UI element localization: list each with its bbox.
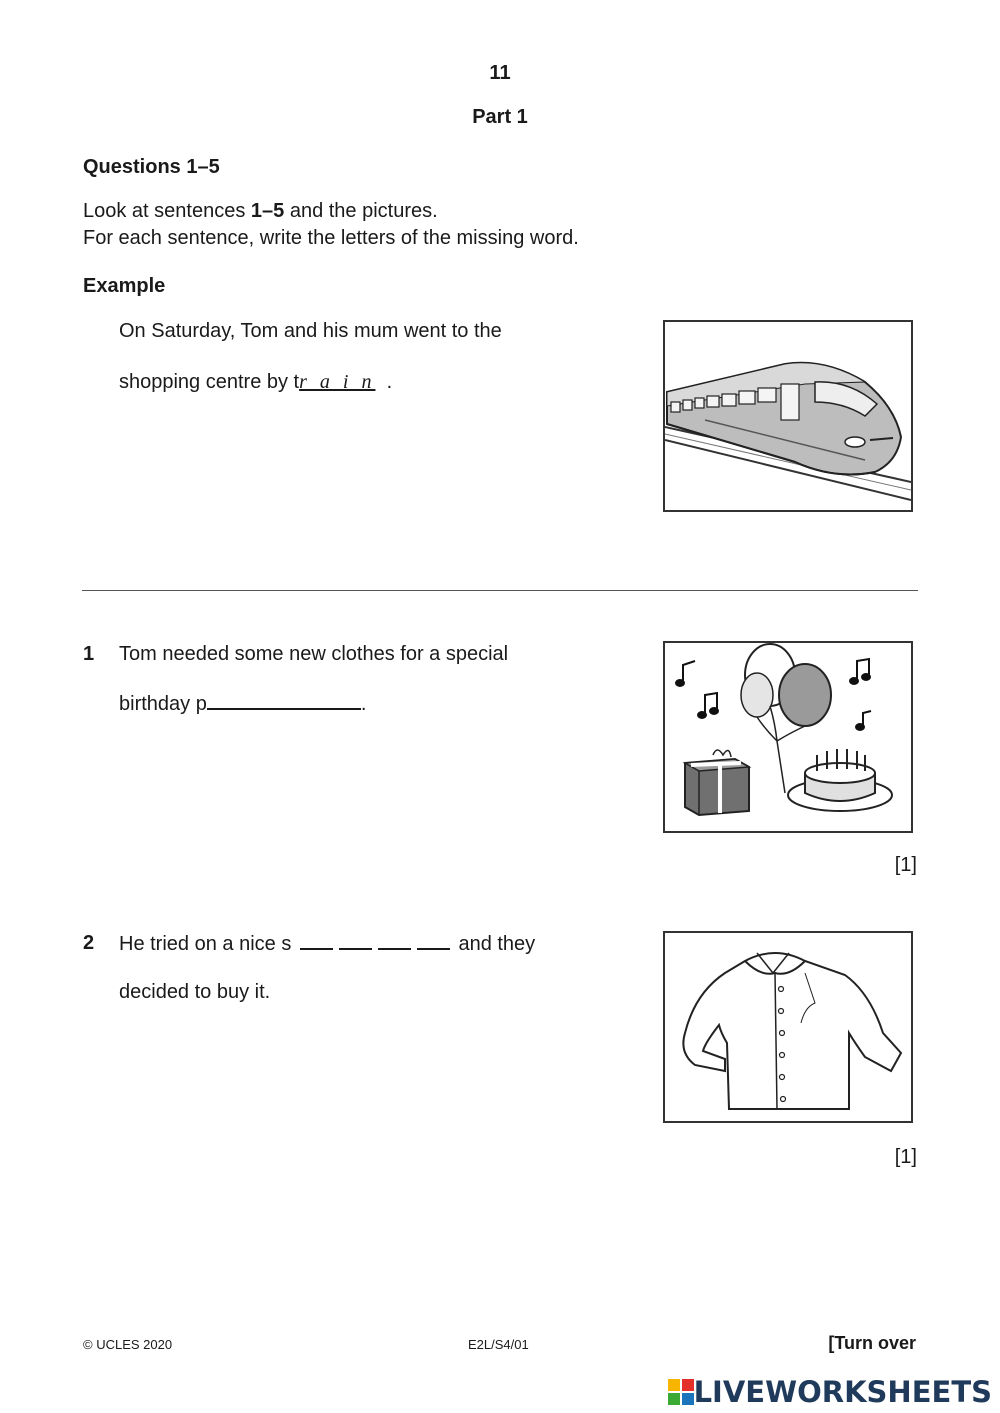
question-2-letter-blank-4[interactable] xyxy=(417,932,450,950)
question-1-mark: [1] xyxy=(894,854,917,876)
example-text: shopping centre by t xyxy=(119,371,300,393)
example-answer: r a i n xyxy=(299,371,376,393)
party-icon xyxy=(665,643,911,831)
party-picture xyxy=(663,641,913,833)
turn-over-label: [Turn over xyxy=(828,1333,916,1353)
example-period: . xyxy=(386,371,393,393)
question-1-line-2 xyxy=(119,692,366,716)
shirt-icon xyxy=(665,933,911,1121)
page-number: 11 xyxy=(489,62,511,84)
question-2-line-2: decided to buy it. xyxy=(119,981,271,1003)
instruction-line-2: For each sentence, write the letters of the missing word. xyxy=(83,227,579,249)
questions-heading: Questions 1–5 xyxy=(83,156,220,178)
shirt-picture xyxy=(663,931,913,1123)
question-2-letter-blank-3[interactable] xyxy=(378,932,411,950)
example-line-2 xyxy=(119,371,392,394)
question-2-line-1 xyxy=(119,932,535,956)
question-2-text: He tried on a nice s xyxy=(119,933,292,955)
question-1-line-1: Tom needed some new clothes for a special xyxy=(119,643,509,665)
instruction-line-1 xyxy=(83,198,579,225)
question-2-text-suffix: and they xyxy=(458,933,536,955)
question-2-number: 2 xyxy=(83,932,95,954)
instruction-bold-range: 1–5 xyxy=(250,200,285,222)
question-2-letter-blank-2[interactable] xyxy=(339,932,372,950)
question-2-letter-blank-1[interactable] xyxy=(300,932,333,950)
question-1-number: 1 xyxy=(83,643,95,665)
example-heading: Example xyxy=(83,275,166,297)
instruction-text: Look at sentences xyxy=(83,200,251,222)
part-title: Part 1 xyxy=(472,106,528,128)
instructions xyxy=(83,198,579,252)
question-1-answer-blank[interactable] xyxy=(207,692,361,710)
liveworksheets-wordmark: LIVEWORKSHEETS xyxy=(693,1375,992,1409)
train-icon xyxy=(665,322,911,510)
footer-paper-code: E2L/S4/01 xyxy=(468,1337,529,1352)
example-line-1: On Saturday, Tom and his mum went to the xyxy=(119,320,502,342)
footer-copyright: © UCLES 2020 xyxy=(83,1337,173,1352)
liveworksheets-logo xyxy=(668,1374,992,1410)
liveworksheets-logo-icon xyxy=(668,1379,694,1405)
section-divider xyxy=(82,590,918,591)
train-picture xyxy=(663,320,913,512)
question-2-mark: [1] xyxy=(894,1146,917,1168)
instruction-text: and the pictures. xyxy=(284,200,438,222)
question-1-text: birthday p xyxy=(119,693,207,715)
question-1-period: . xyxy=(360,693,367,715)
